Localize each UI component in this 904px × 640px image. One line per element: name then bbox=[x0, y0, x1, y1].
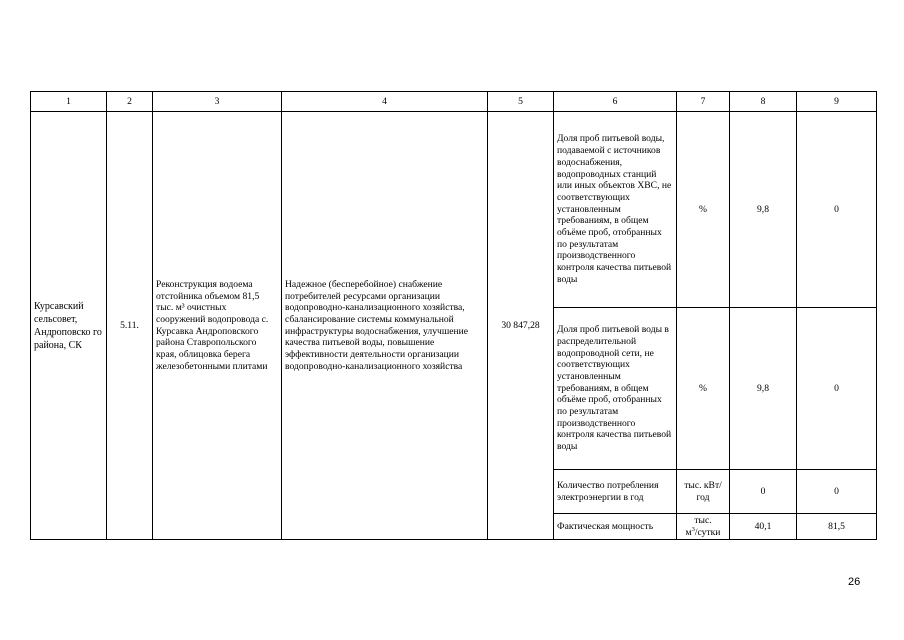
indicator-after-cell: 81,5 bbox=[797, 514, 877, 540]
header-cell: 3 bbox=[153, 92, 282, 112]
item-number-cell: 5.11. bbox=[107, 112, 153, 540]
project-cell bbox=[153, 112, 282, 540]
measures-table bbox=[30, 91, 877, 540]
header-cell: 9 bbox=[797, 92, 877, 112]
unit-suffix: /сутки bbox=[694, 526, 721, 538]
indicator-before-cell: 40,1 bbox=[730, 514, 797, 540]
indicator-unit-cell: тыс. кВт/год bbox=[677, 470, 730, 514]
header-cell: 4 bbox=[282, 92, 488, 112]
indicator-name-cell: Количество потребления электроэнергии в год bbox=[554, 470, 677, 514]
indicator-name-cell: Доля проб питьевой воды в распределительной водопроводной сети, не соответствующих установленным требованиям, в общем объёме проб, отобранных по результатам производственного контроля качества питьевой воды bbox=[554, 308, 677, 470]
page-number: 26 bbox=[848, 576, 861, 588]
header-cell: 7 bbox=[677, 92, 730, 112]
indicator-name-cell: Доля проб питьевой воды, подаваемой с источников водоснабжения, водопроводных станций или иных объектов ХВС, не соответствующих установленным требованиям, в общем объёме проб, отобранных по результатам производственного контроля качества питьевой воды bbox=[554, 112, 677, 308]
header-cell: 1 bbox=[31, 92, 107, 112]
indicator-after-cell: 0 bbox=[797, 112, 877, 308]
unit-prefix: тыс. bbox=[694, 515, 712, 526]
indicator-unit-cell: % bbox=[677, 308, 730, 470]
header-cell: 6 bbox=[554, 92, 677, 112]
unit-superscript: 3 bbox=[691, 525, 695, 533]
indicator-name-cell: Фактическая мощность bbox=[554, 514, 677, 540]
header-cell: 5 bbox=[488, 92, 554, 112]
indicator-unit-cell: % bbox=[677, 112, 730, 308]
header-cell: 8 bbox=[730, 92, 797, 112]
header-cell: 2 bbox=[107, 92, 153, 112]
indicator-before-cell: 0 bbox=[730, 470, 797, 514]
indicator-unit-cell bbox=[677, 514, 730, 540]
project-text: Реконструкция водоема отстойника объемом 81,5 тыс. м³ очистных сооружений водопровода с. Курсавка Андроповского района Ставропольского края, облицовка берега железобетонными плитами bbox=[156, 278, 269, 372]
goal-cell: Надежное (бесперебойное) снабжение потребителей ресурсами организации водопроводно-канализационного хозяйства, сбалансирование системы коммунальной инфраструктуры водоснабжения, улучшение качества питьевой воды, повышение эффективности деятельности организации водопроводно-канализационного хозяйства bbox=[282, 112, 488, 540]
table-row bbox=[31, 112, 877, 308]
cost-cell: 30 847,28 bbox=[488, 112, 554, 540]
header-row bbox=[31, 92, 877, 112]
indicator-after-cell: 0 bbox=[797, 470, 877, 514]
unit-base: м bbox=[685, 526, 692, 538]
territory-cell: Курсавский сельсовет, Андроповско го района, СК bbox=[31, 112, 107, 540]
indicator-after-cell: 0 bbox=[797, 308, 877, 470]
indicator-before-cell: 9,8 bbox=[730, 308, 797, 470]
indicator-before-cell: 9,8 bbox=[730, 112, 797, 308]
